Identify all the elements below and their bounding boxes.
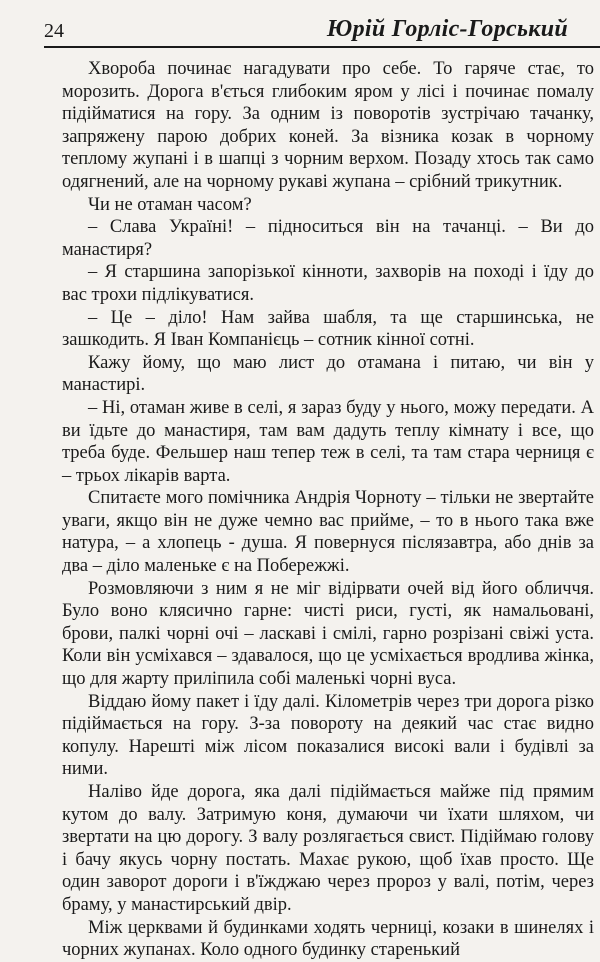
paragraph: Між церквами й будинками ходять черниці, козаки в шинелях і чорних жупанах. Коло одного будинку старенький (62, 917, 594, 961)
running-head: Юрій Горліс-Горський (326, 16, 568, 42)
paragraph: Розмовляючи з ним я не міг відірвати очей від його обличчя. Було воно клясично гарне: чисті риси, густі, як намальовані, брови, палкі чорні очі – ласкаві і смілі, гарно розрізані свіжі уста. Коли він усміхався – здавалося, що це усміхається вродлива жінка, що для жарту приліпила собі маленькі чорні вуса. (62, 578, 594, 690)
paragraph: – Це – діло! Нам зайва шабля, та ще старшинська, не зашкодить. Я Іван Компанієць – сотник кінної сотні. (62, 307, 594, 351)
body-text (62, 58, 594, 962)
paragraph: Наліво йде дорога, яка далі підіймається майже під прямим кутом до валу. Затримую коня, думаючи чи їхати шляхом, чи звертати на цю дорогу. З валу розлягається свист. Підіймаю голову і бачу якусь чорну постать. Махає рукою, щоб їхав просто. Ще один заворот дороги і в'їжджаю через пророз у валі, потім, через браму, у манастирський двір. (62, 782, 594, 915)
header-rule (44, 46, 600, 48)
paragraph: – Ні, отаман живе в селі, я зараз буду у нього, можу передати. А ви їдьте до манастиря, там вам дадуть теплу кімнату і все, що треба буде. Фельшер наш тепер теж в селі, та там стара черниця є – трьох лікарів варта. (62, 397, 594, 486)
paragraph: Хвороба починає нагадувати про себе. То гаряче стає, то морозить. Дорога в'ється глибоким яром у лісі і починає помалу підійматися на гору. За одним із поворотів зустрічаю тачанку, запряжену парою добрих коней. За візника козак в чорному теплому жупані і в шапці з чорним верхом. Позаду хтось так само одягнений, але на чорному рукаві жупана – срібний трикутник. (62, 59, 594, 192)
paragraph: Спитаєте мого помічника Андрія Чорноту – тільки не звертайте уваги, якщо він не дуже чемно вас прийме, – то в нього така вже натура, – а хлопець - душа. Я повернуся післязавтра, або днів за два – діло маленьке є на Побережжі. (62, 488, 594, 577)
paragraph: Чи не отаман часом? (88, 194, 252, 215)
paragraph: Кажу йому, що маю лист до отамана і питаю, чи він у манастирі. (62, 352, 594, 396)
paragraph: Віддаю йому пакет і їду далі. Кілометрів через три дорога різко підіймається на гору. З-за повороту на деякий час стає видно копулу. Нарешті між лісом показалися високі вали і будівлі за ними. (62, 691, 594, 780)
paragraph: – Слава Україні! – підноситься він на тачанці. – Ви до манастиря? (62, 217, 594, 260)
page-number: 24 (44, 20, 64, 42)
page-header (44, 14, 590, 46)
paragraph: – Я старшина запорізької кінноти, захворів на поході і їду до вас трохи підлікуватися. (62, 262, 594, 305)
